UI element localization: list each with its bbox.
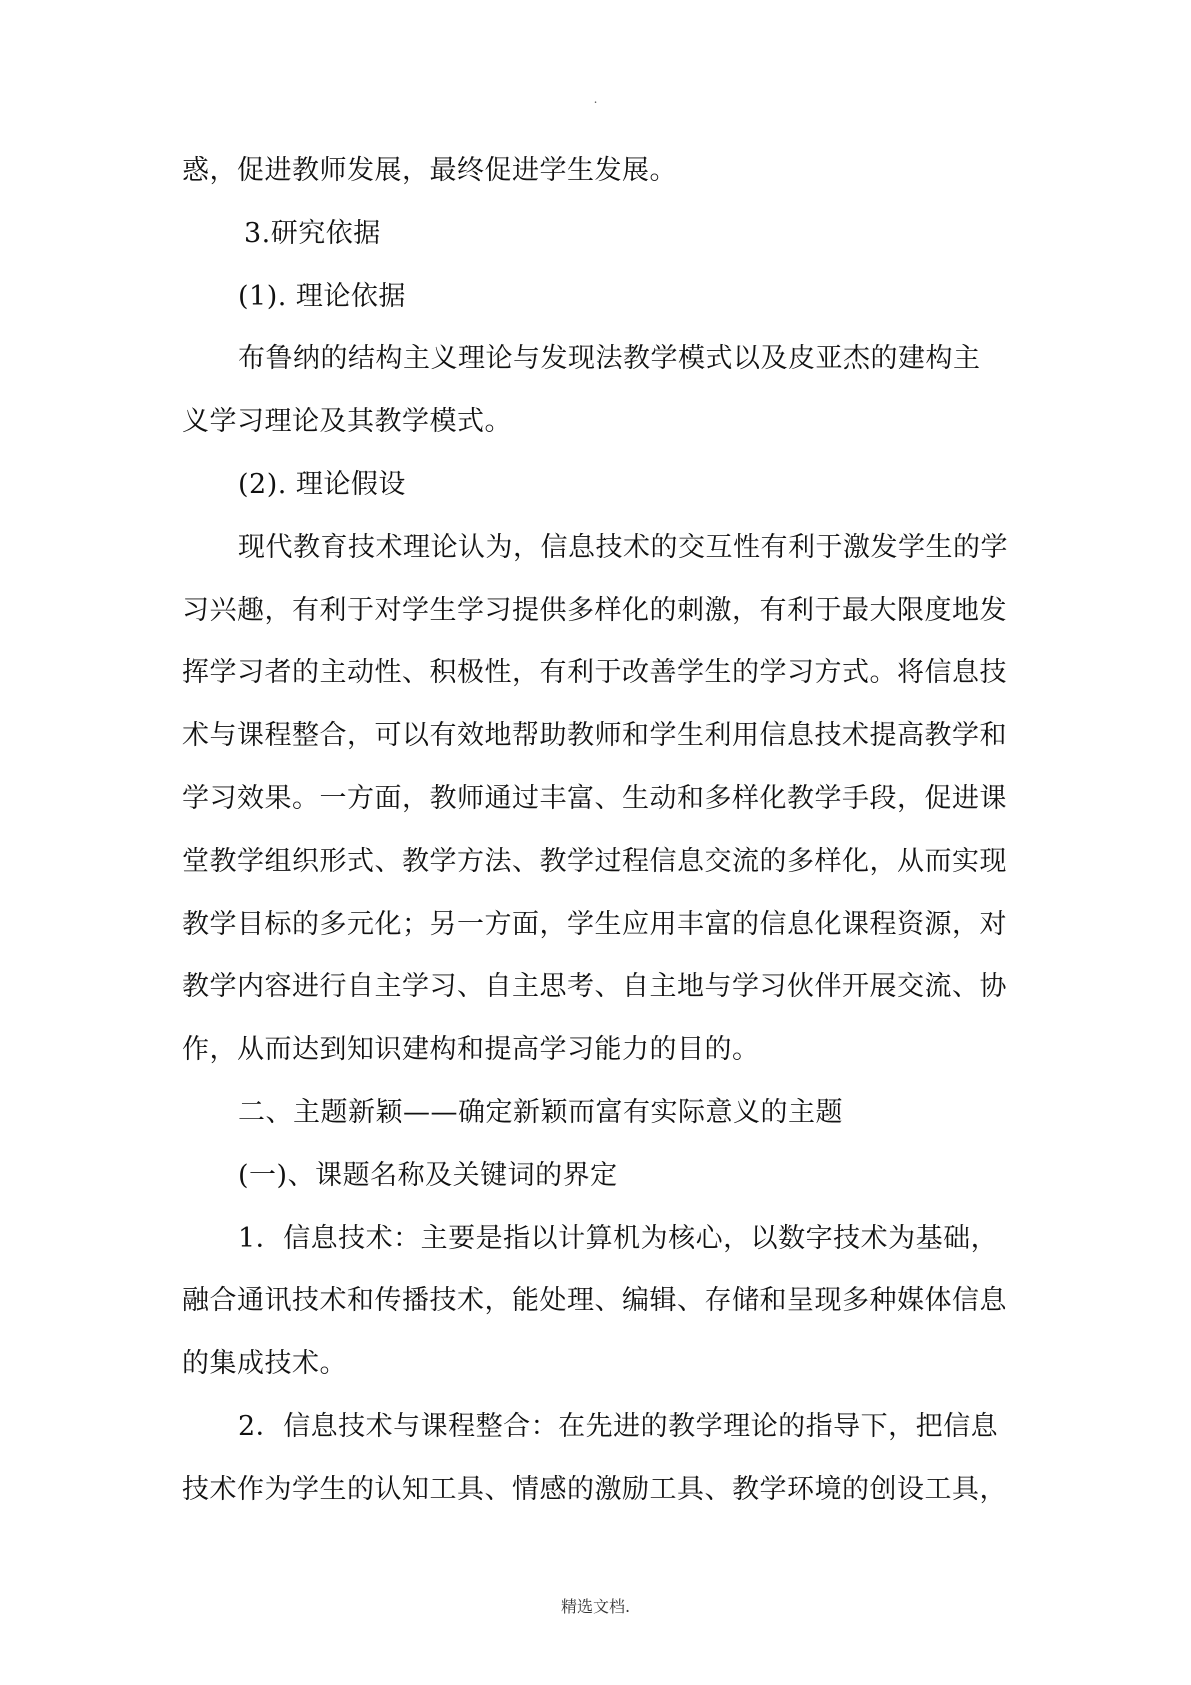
text-line: 习兴趣，有利于对学生学习提供多样化的刺激，有利于最大限度地发 [182, 594, 1007, 626]
text-line: 1．信息技术：主要是指以计算机为核心，以数字技术为基础， [238, 1222, 999, 1254]
document-body [182, 140, 1022, 1522]
text-line: 术与课程整合，可以有效地帮助教师和学生利用信息技术提高教学和 [182, 720, 1007, 752]
subsection-heading: (一)、课题名称及关键词的界定 [238, 1159, 618, 1191]
text-line: 2．信息技术与课程整合：在先进的教学理论的指导下，把信息 [238, 1410, 999, 1442]
section-heading: 二、主题新颖——确定新颖而富有实际意义的主题 [238, 1096, 843, 1128]
subsection-heading: (1). 理论依据 [238, 280, 406, 312]
text-line: 教学内容进行自主学习、自主思考、自主地与学习伙伴开展交流、协 [182, 971, 1007, 1003]
subsection-heading: (2). 理论假设 [238, 468, 406, 500]
text-line: 教学目标的多元化；另一方面，学生应用丰富的信息化课程资源，对 [182, 908, 1007, 940]
section-heading: 3.研究依据 [244, 217, 381, 249]
header-mark: . [593, 92, 598, 106]
text-line: 学习效果。一方面，教师通过丰富、生动和多样化教学手段，促进课 [182, 782, 1007, 814]
page-footer: 精选文档. [560, 1597, 631, 1616]
text-line: 作，从而达到知识建构和提高学习能力的目的。 [182, 1034, 760, 1066]
text-line: 现代教育技术理论认为，信息技术的交互性有利于激发学生的学 [238, 531, 1008, 563]
text-line: 惑，促进教师发展，最终促进学生发展。 [182, 155, 677, 186]
text-line: 布鲁纳的结构主义理论与发现法教学模式以及皮亚杰的建构主 [238, 343, 981, 375]
text-line: 挥学习者的主动性、积极性，有利于改善学生的学习方式。将信息技 [182, 657, 1007, 689]
text-line: 的集成技术。 [182, 1348, 347, 1380]
text-line: 融合通讯技术和传播技术，能处理、编辑、存储和呈现多种媒体信息 [182, 1285, 1007, 1317]
text-line: 堂教学组织形式、教学方法、教学过程信息交流的多样化，从而实现 [182, 845, 1007, 877]
text-line: 技术作为学生的认知工具、情感的激励工具、教学环境的创设工具， [182, 1473, 1007, 1505]
text-line: 义学习理论及其教学模式。 [182, 406, 512, 438]
